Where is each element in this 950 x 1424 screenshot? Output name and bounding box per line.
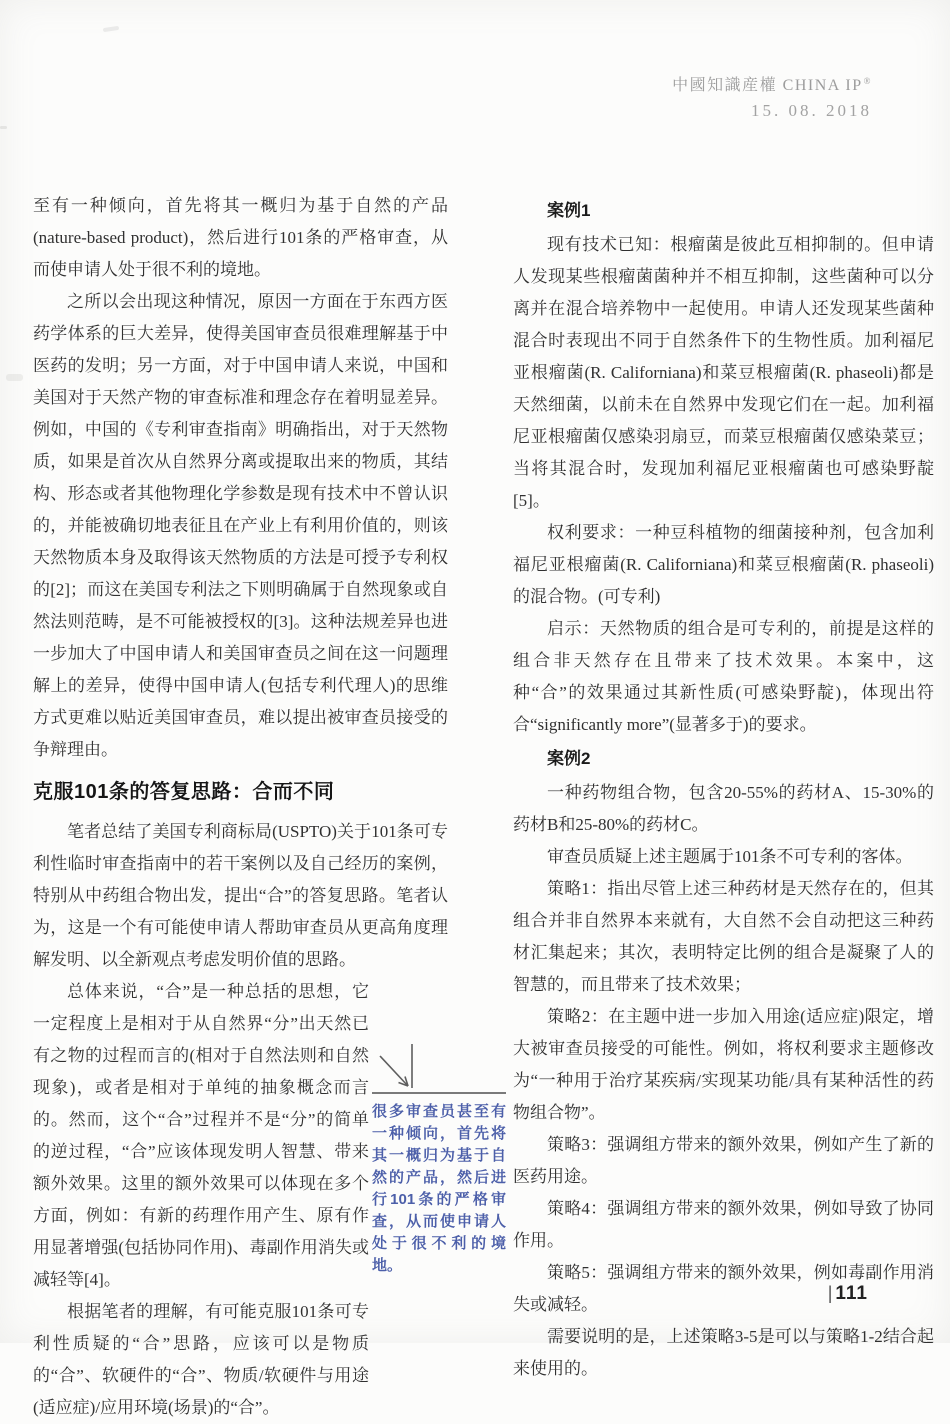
left-column-narrow-block <box>33 976 369 1424</box>
left-paragraph-2: 之所以会出现这种情况，原因一方面在于东西方医药学体系的巨大差异，使得美国审查员很难理解基于中医药的发明；另一方面，对于中国申请人来说，中国和美国对于天然产物的审查标准和理念存在着明显差异。例如，中国的《专利审查指南》明确指出，对于天然物质，如果是首次从自然界分离或提取出来的物质，其结构、形态或者其他物理化学参数是现有技术中不曾认识的，并能被确切地表征且在产业上有利用价值的，则该天然物质本身及取得该天然物质的方法是可授予专利权的[2]；而这在美国专利法之下则明确属于自然现象或自然法则范畴，是不可能被授权的[3]。这种法规差异也进一步加大了中国申请人和美国审查员之间在这一问题理解上的差异，使得中国申请人(包括专利代理人)的思维方式更难以贴近美国审查员，难以提出被审查员接受的争辩理由。 <box>33 292 448 759</box>
case2-strategy-1: 策略1：指出尽管上述三种药材是天然存在的，但其组合并非自然界本来就有，大自然不会自动把这三种药材汇集起来；其次，表明特定比例的组合是凝聚了人的智慧的，而且带来了技术效果； <box>513 879 934 994</box>
case1-paragraph-1: 现有技术已知：根瘤菌是彼此互相抑制的。但申请人发现某些根瘤菌菌种并不相互抑制，这些菌种可以分离并在混合培养物中一起使用。申请人还发现某些菌种混合时表现出不同于自然条件下的生物性质。加利福尼亚根瘤菌(R. Californiana)和菜豆根瘤菌(R. phaseoli)都是天然细菌，以前未在自然界中发现它们在一起。加利福尼亚根瘤菌仅感染羽扇豆，而菜豆根瘤菌仅感染菜豆；当将其混合时，发现加利福尼亚根瘤菌也可感染野靛[5]。 <box>513 235 934 510</box>
magazine-title-text: 中國知識産權 CHINA IP <box>672 77 863 94</box>
section-heading: 克服101条的答复思路：合而不同 <box>33 781 335 803</box>
case2-paragraph-1: 一种药物组合物，包含20-55%的药材A、15-30%的药材B和25-80%的药材C。 <box>513 783 934 834</box>
left-paragraph-3: 笔者总结了美国专利商标局(USPTO)关于101条可专利性临时审查指南中的若干案例以及自己经历的案例，特别从中药组合物出发，提出“合”的答复思路。笔者认为，这是一个有可能使申请人帮助审查员从更高角度理解发明、以全新观点考虑发明价值的思路。 <box>33 822 448 969</box>
case1-paragraph-2: 权利要求：一种豆科植物的细菌接种剂，包含加利福尼亚根瘤菌(R. Californiana)和菜豆根瘤菌(R. phaseoli)的混合物。(可专利) <box>513 523 934 606</box>
issue-date: 15. 08. 2018 <box>751 101 872 120</box>
scan-artifact <box>0 126 7 129</box>
case2-strategy-2: 策略2：在主题中进一步加入用途(适应症)限定，增大被审查员接受的可能性。例如，将权利要求主题修改为“一种用于治疗某疾病/实现某功能/具有某种活性的药物组合物”。 <box>513 1007 934 1122</box>
case2-strategy-4: 策略4：强调组方带来的额外效果，例如导致了协同作用。 <box>513 1199 934 1250</box>
page-number: 111 <box>835 1283 868 1304</box>
left-paragraph-1: 至有一种倾向，首先将其一概归为基于自然的产品(nature-based product)，然后进行101条的严格审查，从而使申请人处于很不利的境地。 <box>33 196 448 279</box>
case2-closing-note: 需要说明的是，上述策略3-5是可以与策略1-2结合起来使用的。 <box>513 1327 934 1378</box>
case2-heading: 案例2 <box>547 749 591 768</box>
left-paragraph-5: 根据笔者的理解，有可能克服101条可专利性质疑的“合”思路，应该可以是物质的“合”、软硬件的“合”、物质/软硬件与用途(适应症)/应用环境(场景)的“合”。 <box>33 1302 369 1417</box>
case2-paragraph-2: 审查员质疑上述主题属于101条不可专利的客体。 <box>547 847 913 866</box>
pullquote-text: 很多审查员甚至有一种倾向，首先将其一概归为基于自然的产品，然后进行101条的严格审查，从而使申请人处于很不利的境地。 <box>372 1103 506 1274</box>
magazine-title <box>672 72 872 95</box>
page-footer <box>828 1283 868 1305</box>
annotation-arrow-icon <box>372 1042 506 1090</box>
registered-mark: ® <box>863 76 872 86</box>
pullquote-divider <box>372 1092 506 1094</box>
scan-artifact <box>103 26 119 32</box>
pullquote <box>372 1042 506 1277</box>
case1-heading: 案例1 <box>547 201 591 220</box>
case1-paragraph-3: 启示：天然物质的组合是可专利的，前提是这样的组合非天然存在且带来了技术效果。本案中，这种“合”的效果通过其新性质(可感染野靛)，体现出符合“significantly more”(显著多于)的要求。 <box>513 619 934 734</box>
case2-strategy-3: 策略3：强调组方带来的额外效果，例如产生了新的医药用途。 <box>513 1135 934 1186</box>
left-paragraph-4: 总体来说，“合”是一种总括的思想，它一定程度上是相对于从自然界“分”出天然已有之物的过程而言的(相对于自然法则和自然现象)，或者是相对于单纯的抽象概念而言的。然而，这个“合”过程并不是“分”的简单的逆过程，“合”应该体现发明人智慧、带来额外效果。这里的额外效果可以体现在多个方面，例如：有新的药理作用产生、原有作用显著增强(包括协同作用)、毒副作用消失或减轻等[4]。 <box>33 982 369 1289</box>
case2-strategy-5: 策略5：强调组方带来的额外效果，例如毒副作用消失或减轻。 <box>513 1263 934 1314</box>
page-number-bar: | <box>827 1283 833 1303</box>
right-column <box>513 193 934 1385</box>
page-header <box>672 72 872 121</box>
scan-artifact <box>6 374 23 381</box>
